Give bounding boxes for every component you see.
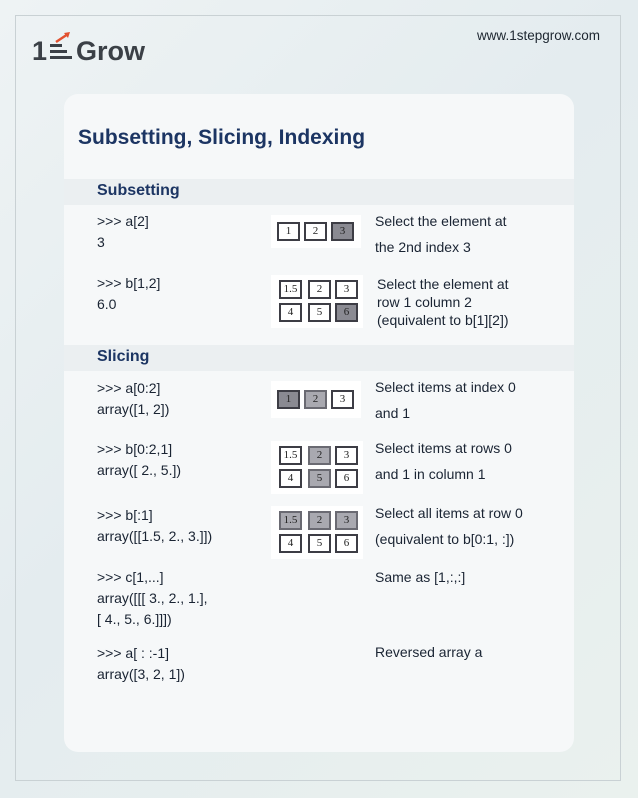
code-line: >>> a[0:2] [97, 380, 161, 396]
array-cell: 3 [335, 446, 358, 465]
description [375, 564, 465, 590]
code-line: array([[1.5, 2., 3.]]) [97, 528, 213, 544]
description-line: Select all items at row 0 [375, 505, 523, 521]
array-cell: 1.5 [279, 446, 302, 465]
array-cell-selected: 5 [308, 469, 331, 488]
code-line: 3 [97, 234, 105, 250]
svg-text:Grow: Grow [76, 36, 146, 66]
code-block [97, 273, 160, 315]
array-cell: 5 [308, 303, 331, 322]
array-diagram-b [271, 441, 363, 494]
array-cell: 2 [304, 222, 327, 241]
array-cell: 3 [335, 280, 358, 299]
code-block [97, 378, 169, 420]
description-line: Select items at index 0 [375, 379, 516, 395]
description-line: Reversed array a [375, 644, 483, 660]
code-block [97, 567, 207, 630]
code-block [97, 643, 185, 685]
code-line: >>> b[0:2,1] [97, 441, 173, 457]
array-diagram-b [271, 275, 363, 328]
description-line: Select the element at [377, 276, 509, 292]
description [375, 208, 507, 260]
code-line: >>> a[ : :-1] [97, 645, 169, 661]
array-cell-selected: 1.5 [279, 511, 302, 530]
array-cell: 5 [308, 534, 331, 553]
array-cell: 6 [335, 469, 358, 488]
array-cell: 2 [308, 280, 331, 299]
array-cell-selected: 2 [308, 511, 331, 530]
array-cell-selected: 2 [308, 446, 331, 465]
page-title: Subsetting, Slicing, Indexing [78, 126, 366, 149]
code-line: array([1, 2]) [97, 401, 170, 417]
code-line: >>> b[1,2] [97, 275, 161, 291]
description-line: row 1 column 2 [377, 294, 472, 310]
array-cell: 1.5 [279, 280, 302, 299]
description [377, 275, 509, 329]
array-cell: 4 [279, 469, 302, 488]
code-line: [ 4., 5., 6.]]]) [97, 611, 172, 627]
code-line: >>> a[2] [97, 213, 149, 229]
section-title: Slicing [97, 348, 150, 365]
array-cell: 6 [335, 534, 358, 553]
code-line: array([[[ 3., 2., 1.], [97, 590, 208, 606]
description [375, 435, 512, 487]
svg-text:1: 1 [32, 36, 48, 66]
code-line: >>> b[:1] [97, 507, 153, 523]
description [375, 500, 523, 552]
code-line: array([ 2., 5.]) [97, 462, 182, 478]
website-url[interactable]: www.1stepgrow.com [476, 28, 600, 43]
section-header-subsetting [64, 179, 574, 205]
description-line: and 1 [375, 405, 411, 421]
logo-icon [30, 30, 160, 66]
description-line: Same as [1,:,:] [375, 569, 466, 585]
array-cell-selected: 3 [335, 511, 358, 530]
array-cell-selected: 6 [335, 303, 358, 322]
array-cell: 4 [279, 303, 302, 322]
description-line: and 1 in column 1 [375, 466, 486, 482]
array-cell: 1 [277, 222, 300, 241]
description-line: (equivalent to b[1][2]) [377, 312, 509, 328]
code-block [97, 439, 181, 481]
description-line: (equivalent to b[0:1, :]) [375, 531, 515, 547]
code-block [97, 211, 149, 253]
description-line: Select the element at [375, 213, 507, 229]
code-line: array([3, 2, 1]) [97, 666, 185, 682]
code-line: 6.0 [97, 296, 117, 312]
array-cell-selected: 1 [277, 390, 300, 409]
description-line: Select items at rows 0 [375, 440, 512, 456]
code-line: >>> c[1,...] [97, 569, 164, 585]
array-cell: 3 [331, 390, 354, 409]
section-header-slicing [64, 345, 574, 371]
array-cell-selected: 2 [304, 390, 327, 409]
array-diagram-a [271, 381, 361, 418]
code-block [97, 505, 212, 547]
section-title: Subsetting [97, 182, 180, 199]
description [375, 374, 516, 426]
array-cell-selected: 3 [331, 222, 354, 241]
description-line: the 2nd index 3 [375, 239, 471, 255]
brand-logo [30, 30, 160, 66]
array-cell: 4 [279, 534, 302, 553]
description [375, 639, 482, 665]
array-diagram-b [271, 506, 363, 559]
array-diagram-a [271, 215, 361, 248]
